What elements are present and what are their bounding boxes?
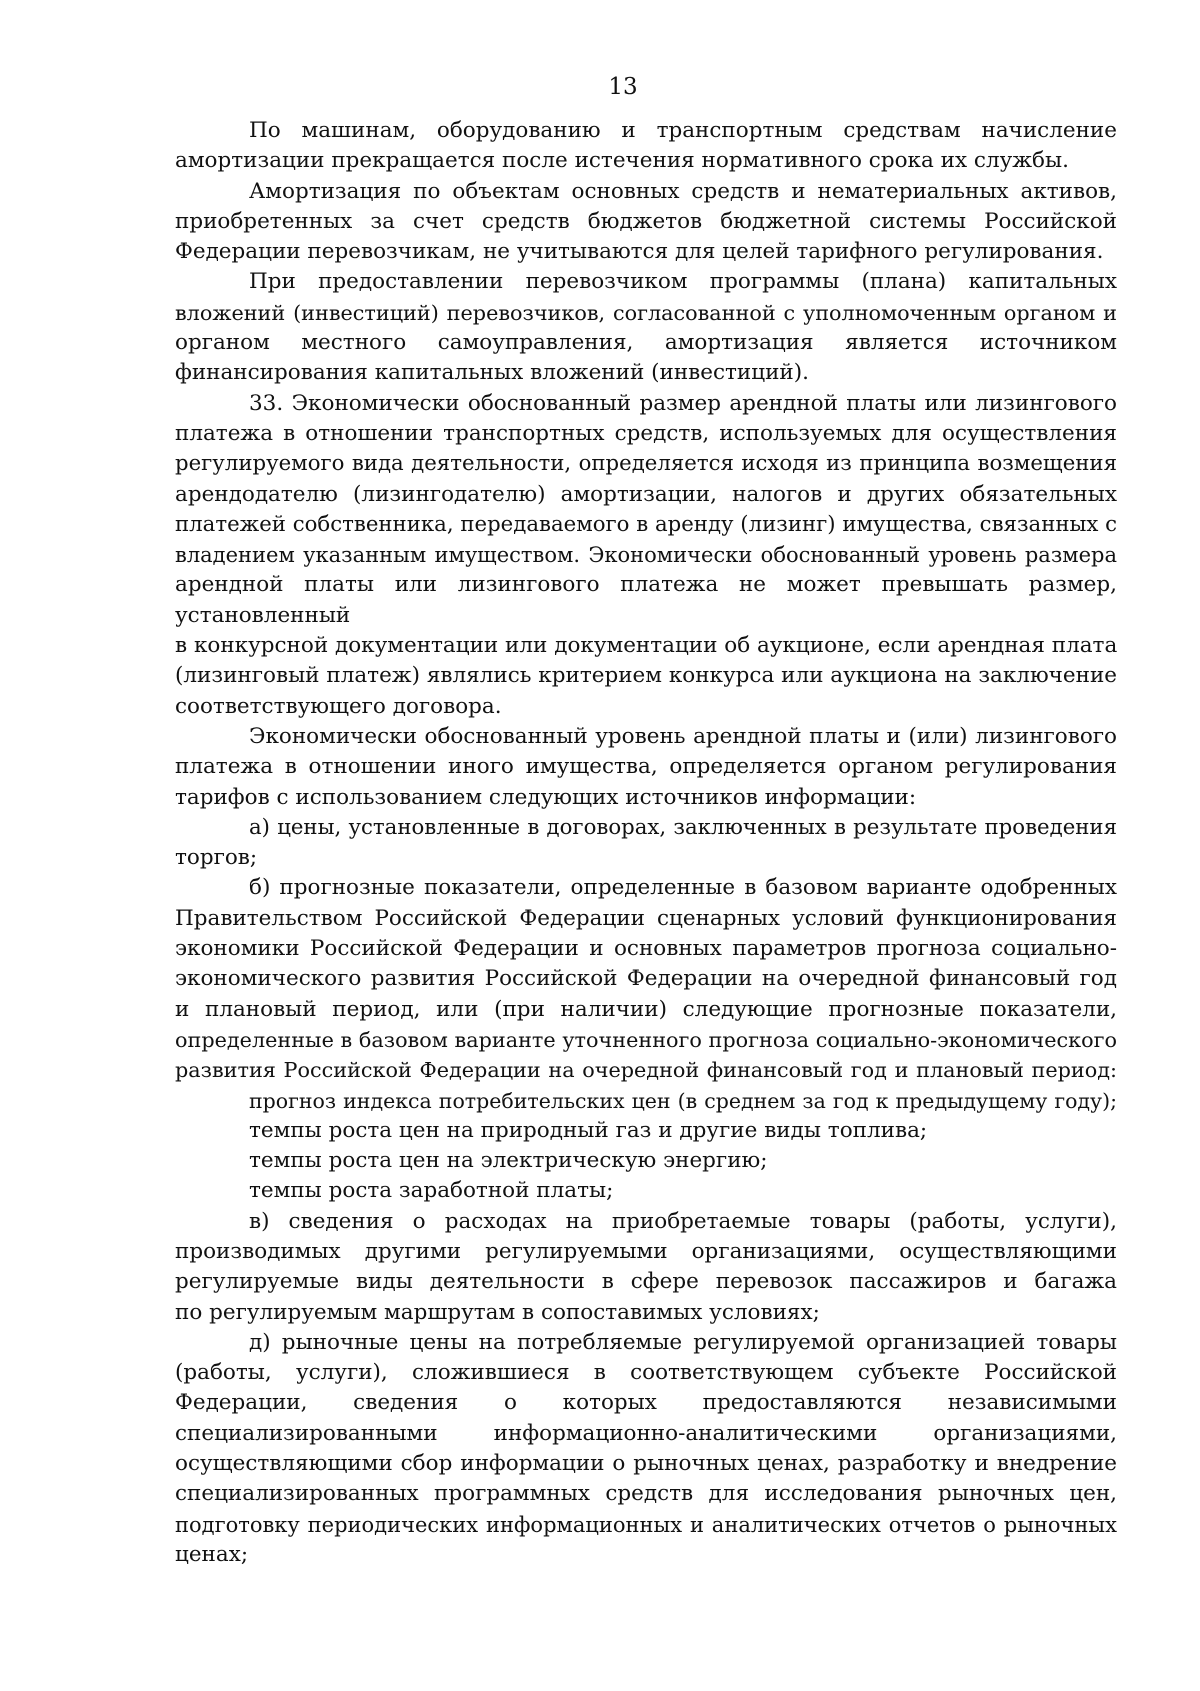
text-line: Федерации перевозчикам, не учитываются для целей тарифного регулирования. (175, 239, 1104, 265)
text-line: 33. Экономически обоснованный размер арендной платы или лизингового (249, 390, 1117, 416)
text-line: экономического развития Российской Федерации на очередной финансовый год (175, 966, 1117, 992)
text-line: в) сведения о расходах на приобретаемые товары (работы, услуги), (249, 1208, 1117, 1234)
text-line: Федерации, сведения о которых предоставляются независимыми (175, 1390, 1117, 1416)
text-line: владением указанным имуществом. Экономически обоснованный уровень размера (175, 543, 1117, 568)
text-line: ценах; (175, 1541, 249, 1567)
text-line: темпы роста цен на электрическую энергию; (249, 1148, 768, 1174)
text-line: б) прогнозные показатели, определенные в базовом варианте одобренных (249, 875, 1117, 901)
text-line: торгов; (175, 845, 258, 871)
text-line: вложений (инвестиций) перевозчиков, согласованной с уполномоченным органом и (175, 300, 1117, 325)
text-line: по регулируемым маршрутам в сопоставимых условиях; (175, 1299, 820, 1325)
text-line: По машинам, оборудованию и транспортным средствам начисление (249, 118, 1117, 143)
text-line: При предоставлении перевозчиком программы (плана) капитальных (249, 269, 1117, 295)
text-line: развития Российской Федерации на очередной финансовый год и плановый период: (175, 1058, 1117, 1083)
text-line: платежа в отношении транспортных средств, используемых для осуществления (175, 420, 1117, 446)
text-line: приобретенных за счет средств бюджетов бюджетной системы Российской (175, 208, 1117, 234)
text-line: амортизации прекращается после истечения нормативного срока их службы. (175, 148, 1069, 174)
text-line: платежа в отношении иного имущества, определяется органом регулирования (175, 754, 1117, 780)
text-line: в конкурсной документации или документации об аукционе, если арендная плата (175, 633, 1118, 659)
text-line: платежей собственника, передаваемого в аренду (лизинг) имущества, связанных с (175, 511, 1118, 537)
text-line: соответствующего договора. (175, 693, 502, 719)
text-line: экономики Российской Федерации и основных параметров прогноза социально- (175, 936, 1117, 962)
text-line: производимых другими регулируемыми организациями, осуществляющими (175, 1238, 1117, 1264)
text-line: осуществляющими сбор информации о рыночных ценах, разработку и внедрение (175, 1451, 1117, 1477)
text-line: и плановый период, или (при наличии) следующие прогнозные показатели, (175, 996, 1117, 1022)
text-line: арендной платы или лизингового платежа не может превышать размер, (175, 572, 1117, 598)
text-line: определенные в базовом варианте уточненного прогноза социально-экономического (175, 1027, 1117, 1052)
text-line: темпы роста цен на природный газ и другие виды топлива; (249, 1117, 928, 1143)
text-line: тарифов с использованием следующих источников информации: (175, 784, 917, 810)
text-line: регулируемые виды деятельности в сфере перевозок пассажиров и багажа (175, 1269, 1117, 1295)
text-line: арендодателю (лизингодателю) амортизации, налогов и других обязательных (175, 481, 1117, 507)
text-line: Экономически обоснованный уровень арендной платы и (или) лизингового (249, 723, 1117, 749)
page-number: 13 (608, 74, 638, 100)
text-line: финансирования капитальных вложений (инвестиций). (175, 360, 809, 386)
text-line: Амортизация по объектам основных средств и нематериальных активов, (249, 178, 1117, 204)
text-line: специализированных программных средств для исследования рыночных цен, (175, 1481, 1117, 1507)
text-line: (работы, услуги), сложившиеся в соответствующем субъекте Российской (175, 1360, 1117, 1386)
text-line: д) рыночные цены на потребляемые регулируемой организацией товары (249, 1329, 1117, 1355)
text-line: регулируемого вида деятельности, определяется исходя из принципа возмещения (175, 451, 1117, 477)
text-line: органом местного самоуправления, амортизация является источником (175, 330, 1117, 356)
text-line: специализированными информационно-аналитическими организациями, (175, 1420, 1117, 1446)
text-line: подготовку периодических информационных и аналитических отчетов о рыночных (175, 1512, 1117, 1537)
text-line: установленный (175, 602, 351, 628)
text-line: прогноз индекса потребительских цен (в среднем за год к предыдущему году); (249, 1088, 1117, 1113)
text-line: (лизинговый платеж) являлись критерием конкурса или аукциона на заключение (175, 663, 1117, 689)
document-body (175, 116, 1117, 1570)
text-line: а) цены, установленные в договорах, заключенных в результате проведения (249, 814, 1117, 840)
text-line: темпы роста заработной платы; (249, 1178, 614, 1204)
text-line: Правительством Российской Федерации сценарных условий функционирования (175, 905, 1117, 931)
